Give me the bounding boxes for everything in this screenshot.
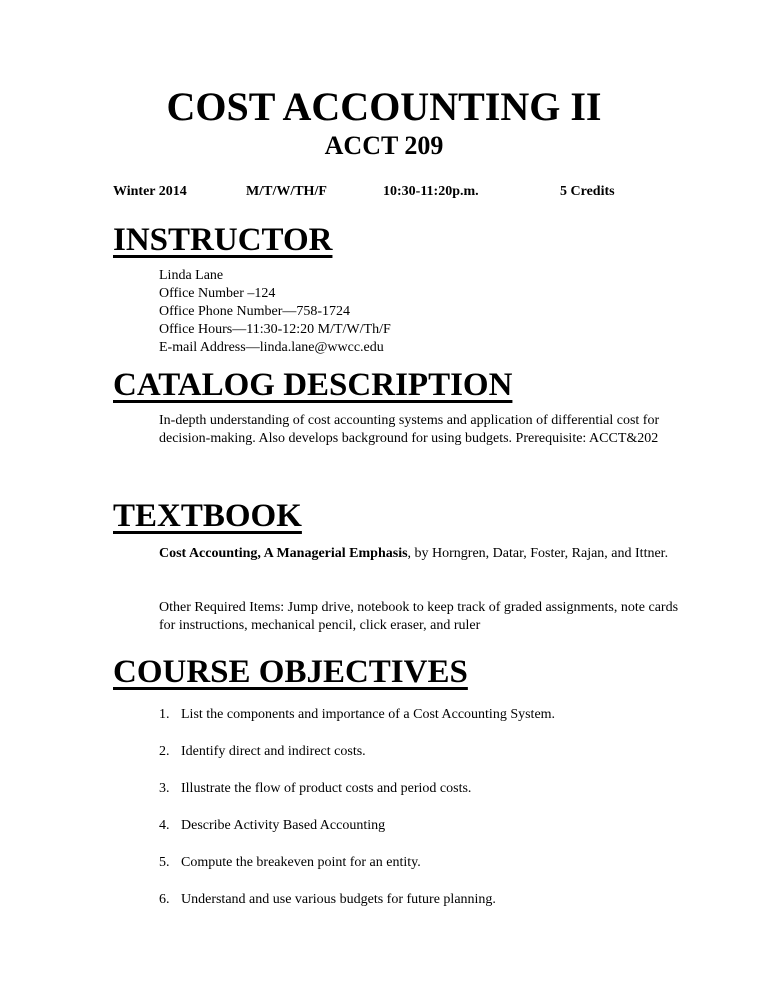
instructor-heading: INSTRUCTOR (113, 222, 333, 258)
meeting-days: M/T/W/TH/F (246, 184, 327, 199)
objective-text: Describe Activity Based Accounting (181, 818, 386, 833)
objectives-list (159, 706, 555, 928)
objective-text: Understand and use various budgets for future planning. (181, 892, 496, 907)
course-title: COST ACCOUNTING II (166, 84, 602, 129)
meeting-time: 10:30-11:20p.m. (383, 184, 479, 199)
objective-number: 5. (159, 855, 170, 870)
objectives-heading: COURSE OBJECTIVES (113, 654, 468, 690)
instructor-name: Linda Lane (159, 268, 224, 283)
term: Winter 2014 (113, 184, 187, 199)
list-item (159, 817, 555, 835)
office-number: Office Number –124 (159, 286, 276, 301)
list-item (159, 854, 555, 872)
email-address: E-mail Address—linda.lane@wwcc.edu (159, 340, 384, 355)
other-required-items: Other Required Items: Jump drive, notebook to keep track of graded assignments, note cards for instructions, mechanical pencil, click eraser, and ruler (159, 600, 679, 633)
textbook-citation (159, 545, 679, 563)
objective-text: Compute the breakeven point for an entity. (181, 855, 421, 870)
textbook-title: Cost Accounting, A Managerial Emphasis (159, 546, 408, 561)
list-item (159, 706, 555, 724)
objective-number: 4. (159, 818, 170, 833)
objective-number: 3. (159, 781, 170, 796)
course-code: ACCT 209 (324, 131, 444, 160)
textbook-heading: TEXTBOOK (113, 498, 302, 534)
objective-text: Illustrate the flow of product costs and period costs. (181, 781, 472, 796)
office-phone: Office Phone Number—758-1724 (159, 304, 351, 319)
objective-text: Identify direct and indirect costs. (181, 744, 366, 759)
instructor-info (159, 267, 659, 357)
list-item (159, 743, 555, 761)
list-item (159, 891, 555, 909)
catalog-description: In-depth understanding of cost accounting systems and application of differential cost for decision-making. Also develops background for using budgets. Prerequisite: ACCT&202 (159, 413, 660, 446)
office-hours: Office Hours—11:30-12:20 M/T/W/Th/F (159, 322, 391, 337)
objective-number: 2. (159, 744, 170, 759)
objective-text: List the components and importance of a Cost Accounting System. (181, 707, 556, 722)
catalog-heading: CATALOG DESCRIPTION (113, 367, 513, 403)
objective-number: 1. (159, 707, 170, 722)
objective-number: 6. (159, 892, 170, 907)
credits: 5 Credits (560, 184, 615, 199)
list-item (159, 780, 555, 798)
textbook-authors: , by Horngren, Datar, Foster, Rajan, and Ittner. (407, 546, 669, 561)
